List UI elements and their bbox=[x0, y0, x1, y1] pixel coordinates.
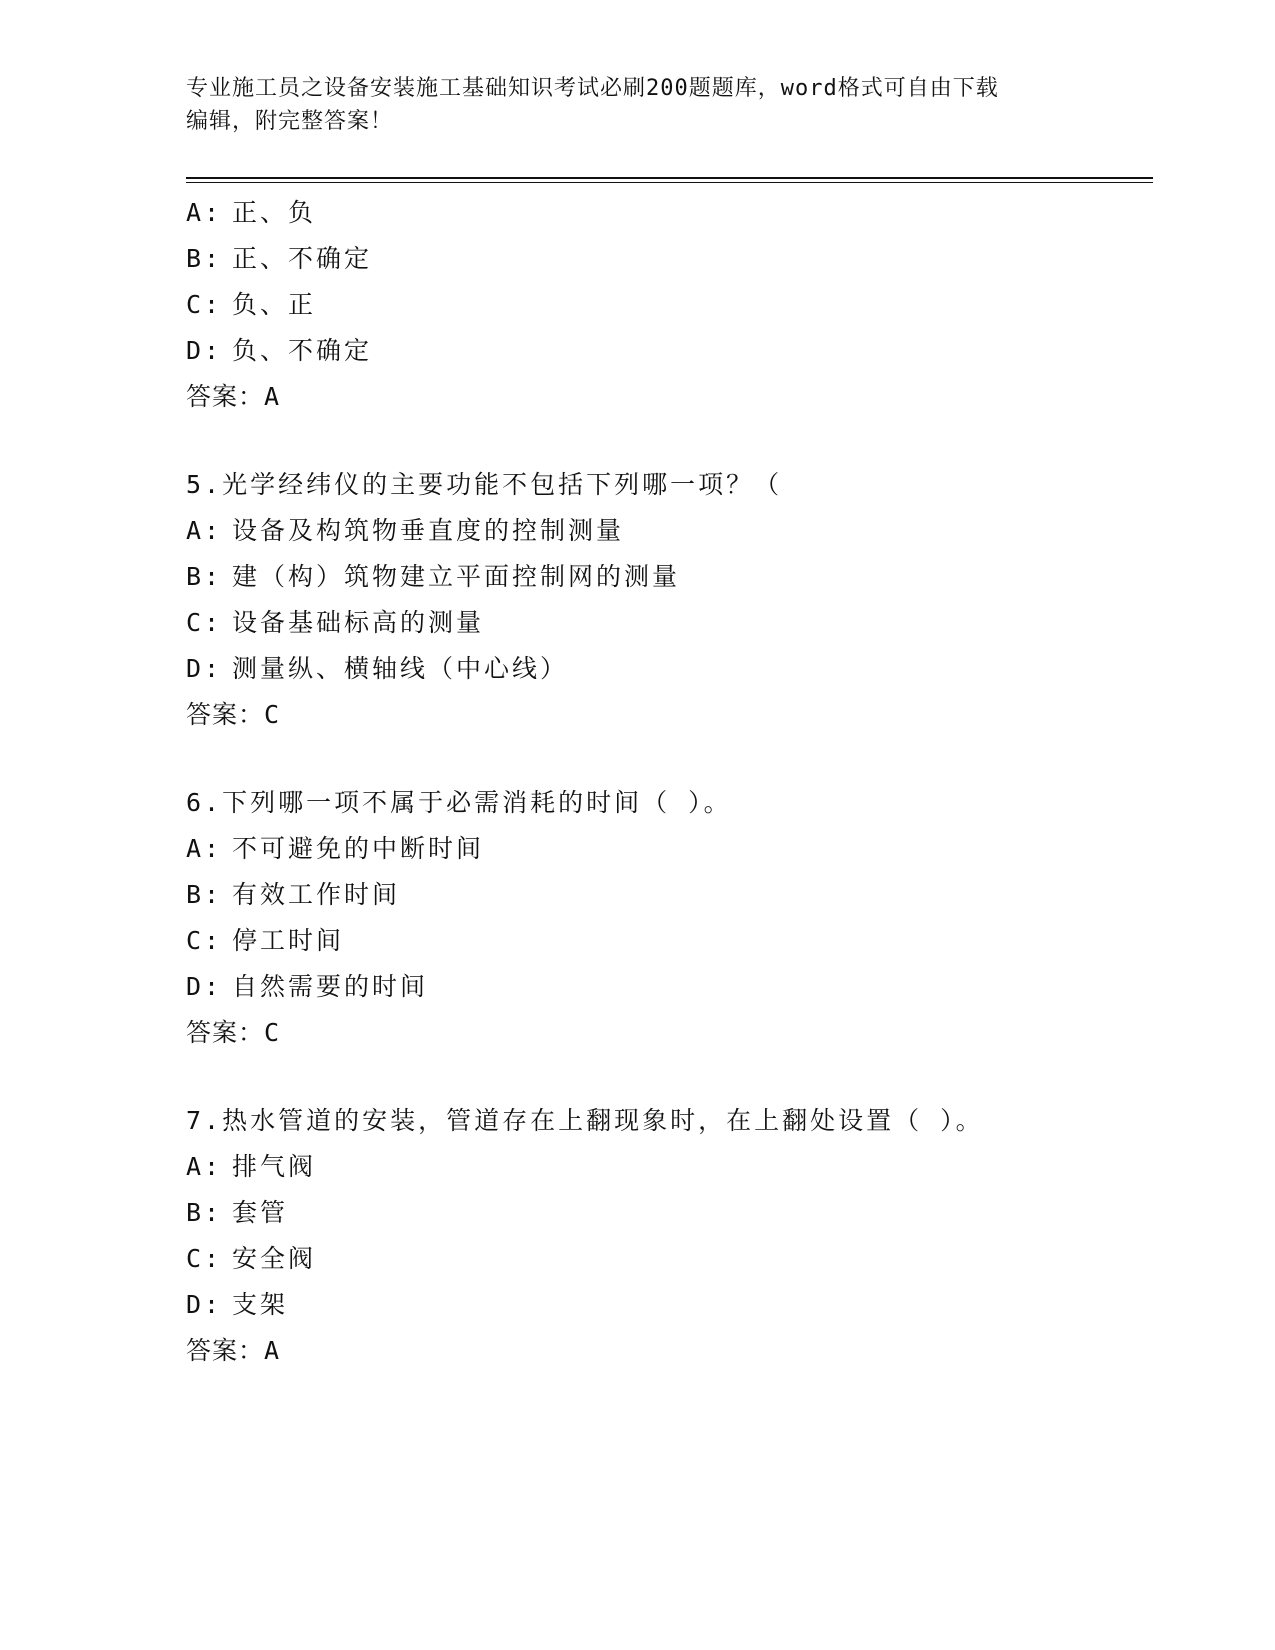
option-b bbox=[186, 872, 1153, 918]
spacer bbox=[186, 738, 1153, 780]
answer-label: 答案： bbox=[186, 700, 265, 729]
option-text: 停工时间 bbox=[232, 926, 345, 955]
question-list bbox=[186, 190, 1153, 1374]
question-block-7 bbox=[186, 1098, 1153, 1374]
option-text: 不可避免的中断时间 bbox=[232, 834, 485, 863]
option-c bbox=[186, 282, 1153, 328]
header-divider-thick bbox=[186, 177, 1153, 179]
option-key: D: bbox=[186, 1290, 223, 1319]
header-title-line-2: 编辑，附完整答案！ bbox=[186, 109, 394, 134]
option-d bbox=[186, 646, 1153, 692]
option-d bbox=[186, 964, 1153, 1010]
option-c bbox=[186, 918, 1153, 964]
option-text: 负、不确定 bbox=[232, 336, 373, 365]
option-text: 排气阀 bbox=[232, 1152, 317, 1181]
option-text: 设备及构筑物垂直度的控制测量 bbox=[232, 516, 625, 545]
document-header bbox=[186, 72, 1066, 138]
option-b bbox=[186, 236, 1153, 282]
question-block-6 bbox=[186, 780, 1153, 1056]
header-divider-thin bbox=[186, 182, 1153, 183]
option-text: 测量纵、横轴线（中心线） bbox=[232, 654, 569, 683]
answer-value: A bbox=[264, 382, 283, 411]
option-text: 自然需要的时间 bbox=[232, 972, 429, 1001]
spacer bbox=[186, 420, 1153, 462]
option-text: 正、不确定 bbox=[232, 244, 373, 273]
answer-line bbox=[186, 692, 1153, 738]
option-key: A: bbox=[186, 198, 223, 227]
answer-label: 答案： bbox=[186, 1336, 265, 1365]
option-key: A: bbox=[186, 834, 223, 863]
question-text: 6.下列哪一项不属于必需消耗的时间（ ）。 bbox=[186, 788, 732, 817]
question-text: 7.热水管道的安装，管道存在上翻现象时，在上翻处设置（ ）。 bbox=[186, 1106, 984, 1135]
option-a bbox=[186, 508, 1153, 554]
option-a bbox=[186, 826, 1153, 872]
header-title-line-1: 专业施工员之设备安装施工基础知识考试必刷200题题库，word格式可自由下载 bbox=[186, 76, 999, 101]
option-key: C: bbox=[186, 1244, 223, 1273]
option-key: A: bbox=[186, 1152, 223, 1181]
option-d bbox=[186, 328, 1153, 374]
answer-label: 答案： bbox=[186, 1018, 265, 1047]
option-a bbox=[186, 1144, 1153, 1190]
option-key: B: bbox=[186, 244, 223, 273]
option-text: 支架 bbox=[232, 1290, 289, 1319]
option-text: 安全阀 bbox=[232, 1244, 317, 1273]
answer-line bbox=[186, 1010, 1153, 1056]
option-key: D: bbox=[186, 336, 223, 365]
option-key: D: bbox=[186, 972, 223, 1001]
option-key: B: bbox=[186, 880, 223, 909]
answer-value: C bbox=[264, 1018, 283, 1047]
spacer bbox=[186, 1056, 1153, 1098]
option-a bbox=[186, 190, 1153, 236]
option-text: 设备基础标高的测量 bbox=[232, 608, 485, 637]
option-key: B: bbox=[186, 562, 223, 591]
answer-value: A bbox=[264, 1336, 283, 1365]
question-text: 5.光学经纬仪的主要功能不包括下列哪一项？（ bbox=[186, 470, 783, 499]
option-text: 正、负 bbox=[232, 198, 317, 227]
answer-line bbox=[186, 1328, 1153, 1374]
answer-line bbox=[186, 374, 1153, 420]
option-key: C: bbox=[186, 608, 223, 637]
option-key: A: bbox=[186, 516, 223, 545]
question-block-4 bbox=[186, 190, 1153, 420]
option-key: C: bbox=[186, 926, 223, 955]
option-b bbox=[186, 554, 1153, 600]
option-text: 有效工作时间 bbox=[232, 880, 401, 909]
option-text: 套管 bbox=[232, 1198, 289, 1227]
option-key: D: bbox=[186, 654, 223, 683]
answer-value: C bbox=[264, 700, 283, 729]
option-c bbox=[186, 600, 1153, 646]
question-block-5 bbox=[186, 462, 1153, 738]
option-text: 建（构）筑物建立平面控制网的测量 bbox=[232, 562, 681, 591]
option-d bbox=[186, 1282, 1153, 1328]
option-c bbox=[186, 1236, 1153, 1282]
option-key: C: bbox=[186, 290, 223, 319]
option-b bbox=[186, 1190, 1153, 1236]
option-text: 负、正 bbox=[232, 290, 317, 319]
answer-label: 答案： bbox=[186, 382, 265, 411]
option-key: B: bbox=[186, 1198, 223, 1227]
